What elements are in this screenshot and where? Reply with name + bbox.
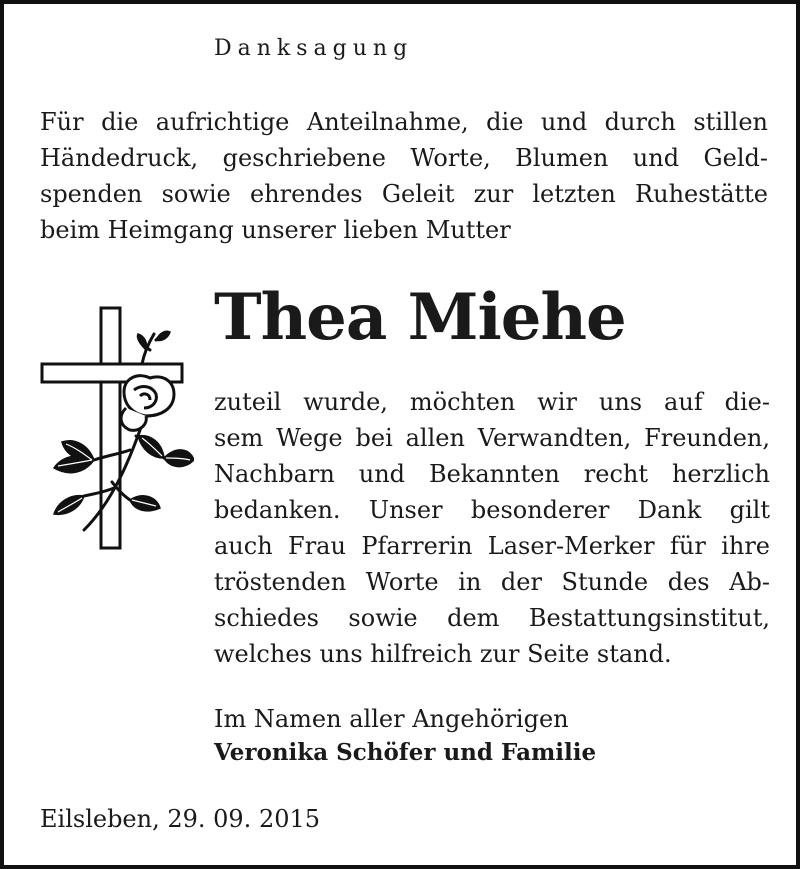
intro-paragraph [40, 104, 768, 248]
thanks-line: auch Frau Pfarrerin Laser-Merker für ihre [214, 532, 770, 560]
cross-with-rose-icon [38, 304, 194, 554]
thanks-line: welches uns hilfreich zur Seite stand. [214, 640, 672, 668]
intro-line: Händedruck, geschriebene Worte, Blumen und Geld- [40, 144, 768, 172]
notice-heading: Danksagung [214, 36, 414, 61]
signature: Veronika Schöfer und Familie [214, 739, 597, 766]
intro-line: spenden sowie ehrendes Geleit zur letzten Ruhestätte [40, 180, 768, 208]
thanks-line: sem Wege bei allen Verwandten, Freunden, [214, 424, 770, 452]
thanks-line: schiedes sowie dem Bestattungsinstitut, [214, 604, 770, 632]
thanks-paragraph [214, 384, 770, 672]
thanks-line: bedanken. Unser besonderer Dank gilt [214, 496, 770, 524]
place-date: Eilsleben, 29. 09. 2015 [40, 805, 321, 833]
thanks-line: Nachbarn und Bekannten recht herzlich [214, 460, 770, 488]
thanks-line: tröstenden Worte in der Stunde des Ab- [214, 568, 770, 596]
thanks-line: zuteil wurde, möchten wir uns auf die- [214, 388, 770, 416]
intro-line: Für die aufrichtige Anteilnahme, die und durch stillen [40, 108, 768, 136]
closing-phrase: Im Namen aller Angehörigen [214, 705, 569, 733]
deceased-name: Thea Miehe [214, 280, 626, 355]
intro-line: beim Heimgang unserer lieben Mutter [40, 216, 511, 244]
